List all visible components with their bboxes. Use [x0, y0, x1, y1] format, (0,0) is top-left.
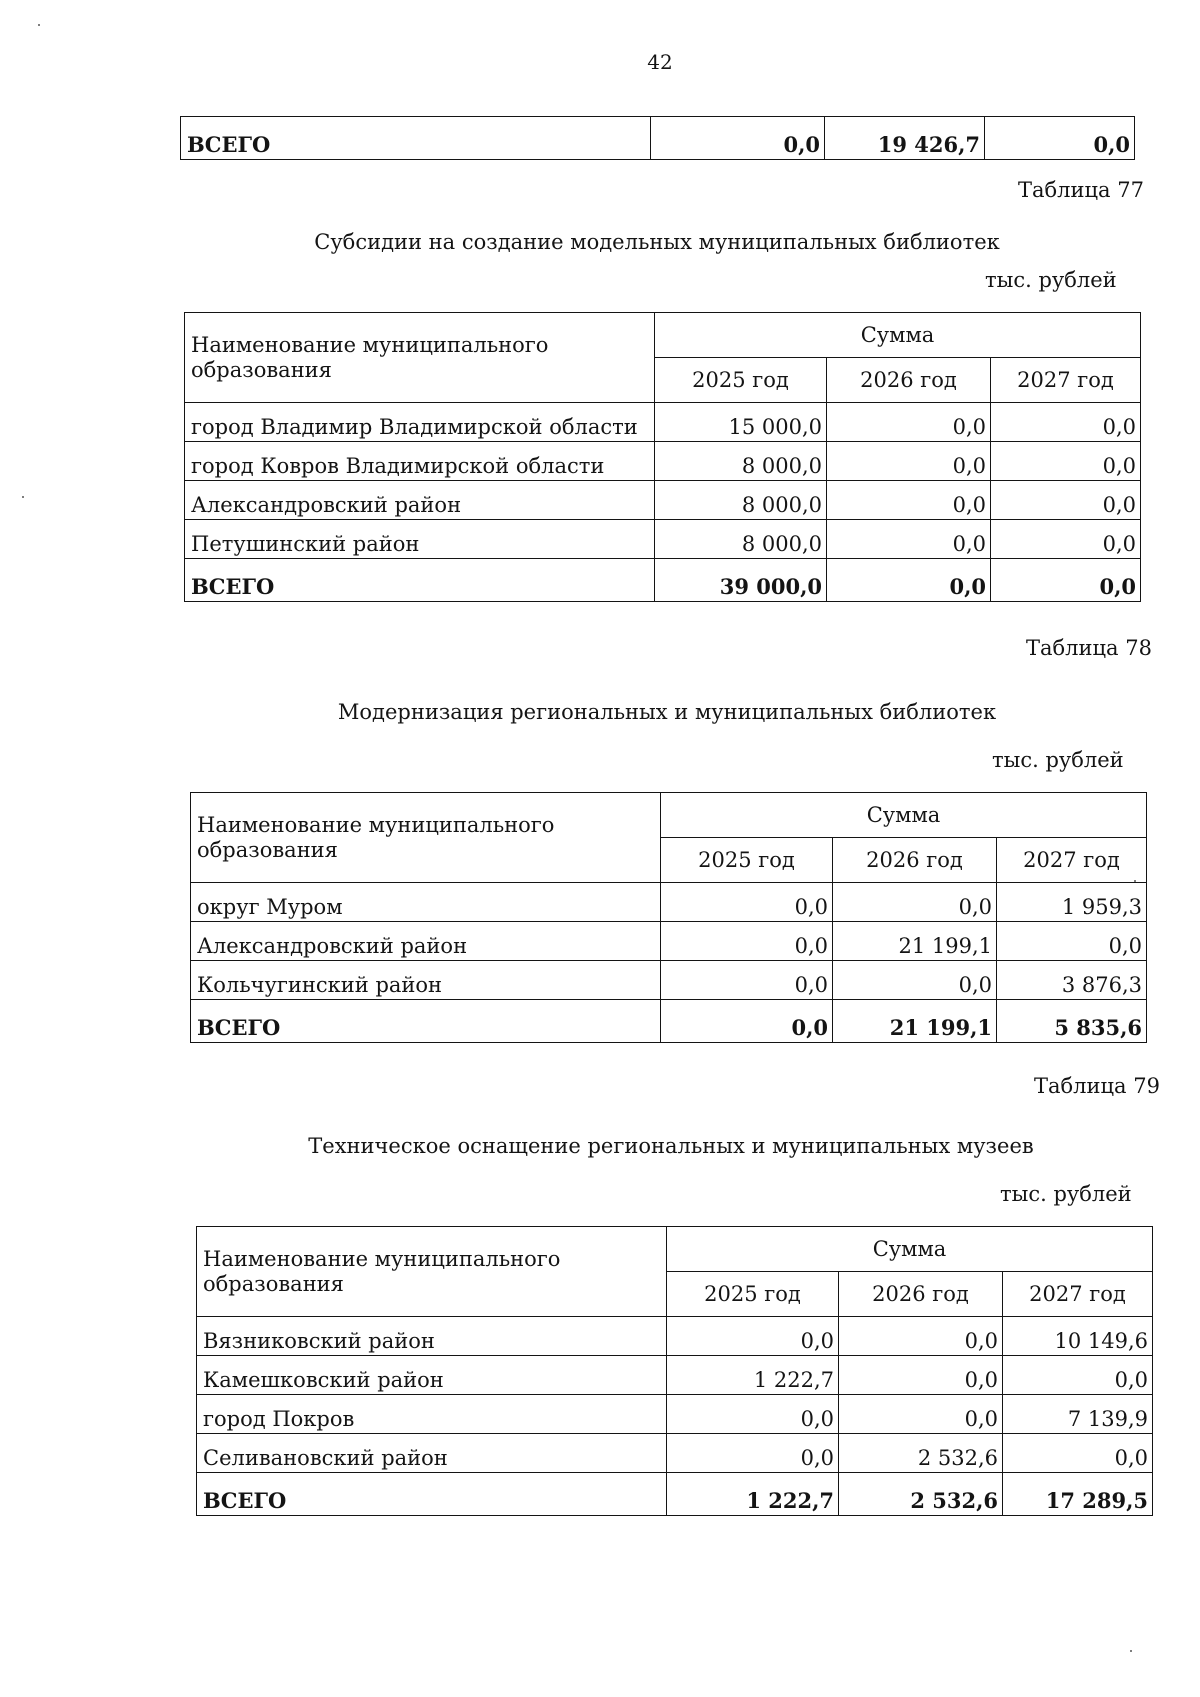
table-row	[197, 1434, 1153, 1473]
row-2025: 15 000,0	[655, 403, 827, 442]
row-name: Александровский район	[191, 922, 661, 961]
table-79	[196, 1226, 1153, 1516]
row-2025: 8 000,0	[655, 442, 827, 481]
table-row	[185, 403, 1141, 442]
row-2027: 7 139,9	[1003, 1395, 1153, 1434]
row-name: Кольчугинский район	[191, 961, 661, 1000]
row-2027: 3 876,3	[997, 961, 1147, 1000]
row-2026: 0,0	[827, 403, 991, 442]
row-2025: 0,0	[667, 1317, 839, 1356]
row-name: город Ковров Владимирской области	[185, 442, 655, 481]
total-label: ВСЕГО	[197, 1473, 667, 1516]
row-name: Александровский район	[185, 481, 655, 520]
header-year-2027: 2027 год	[991, 358, 1141, 403]
table-79-number: Таблица 79	[1034, 1074, 1160, 1098]
header-sum: Сумма	[655, 313, 1141, 358]
header-year-2026: 2026 год	[839, 1272, 1003, 1317]
row-2027: 0,0	[1003, 1356, 1153, 1395]
total-2027: 17 289,5	[1003, 1473, 1153, 1516]
scan-speck	[1130, 1650, 1132, 1652]
total-2027: 5 835,6	[997, 1000, 1147, 1043]
row-2025: 0,0	[667, 1395, 839, 1434]
scan-speck	[38, 24, 40, 26]
total-2026: 21 199,1	[833, 1000, 997, 1043]
row-2027: 0,0	[991, 520, 1141, 559]
table-79-title: Техническое оснащение региональных и муниципальных музеев	[308, 1134, 1034, 1158]
row-2025: 0,0	[667, 1434, 839, 1473]
row-name: Камешковский район	[197, 1356, 667, 1395]
page-number: 42	[647, 50, 673, 74]
table-77	[184, 312, 1141, 602]
table-row	[197, 1356, 1153, 1395]
table-78-number: Таблица 78	[1026, 636, 1152, 660]
table-row	[191, 922, 1147, 961]
row-2027: 0,0	[991, 481, 1141, 520]
header-year-2026: 2026 год	[827, 358, 991, 403]
row-2027: 0,0	[997, 922, 1147, 961]
total-2027: 0,0	[991, 559, 1141, 602]
table-total-row	[181, 117, 1135, 160]
header-name: Наименование муниципального образования	[197, 1227, 667, 1317]
scan-speck	[1134, 880, 1136, 882]
table-77-title: Субсидии на создание модельных муниципальных библиотек	[314, 230, 1000, 254]
row-2027: 0,0	[1003, 1434, 1153, 1473]
header-year-2025: 2025 год	[661, 838, 833, 883]
row-2026: 0,0	[839, 1395, 1003, 1434]
table-78	[190, 792, 1147, 1043]
row-2027: 0,0	[991, 403, 1141, 442]
total-2027: 0,0	[985, 117, 1135, 160]
row-2026: 0,0	[827, 481, 991, 520]
total-label: ВСЕГО	[191, 1000, 661, 1043]
table-row	[185, 442, 1141, 481]
row-name: Вязниковский район	[197, 1317, 667, 1356]
header-name: Наименование муниципального образования	[191, 793, 661, 883]
row-2025: 1 222,7	[667, 1356, 839, 1395]
total-2025: 0,0	[651, 117, 825, 160]
row-name: округ Муром	[191, 883, 661, 922]
row-2026: 0,0	[839, 1356, 1003, 1395]
row-2026: 21 199,1	[833, 922, 997, 961]
row-2026: 0,0	[833, 883, 997, 922]
row-2026: 0,0	[827, 520, 991, 559]
row-name: Селивановский район	[197, 1434, 667, 1473]
table-77-unit: тыс. рублей	[985, 268, 1117, 292]
total-label: ВСЕГО	[181, 117, 651, 160]
header-name: Наименование муниципального образования	[185, 313, 655, 403]
table-total-row	[191, 1000, 1147, 1043]
row-2026: 0,0	[839, 1317, 1003, 1356]
row-2025: 8 000,0	[655, 481, 827, 520]
table-79-unit: тыс. рублей	[1000, 1182, 1132, 1206]
total-2026: 0,0	[827, 559, 991, 602]
table-78-unit: тыс. рублей	[992, 748, 1124, 772]
scan-speck	[22, 496, 24, 498]
header-year-2025: 2025 год	[667, 1272, 839, 1317]
header-sum: Сумма	[661, 793, 1147, 838]
table-77-number: Таблица 77	[1018, 178, 1144, 202]
table-row	[185, 520, 1141, 559]
table-row	[197, 1317, 1153, 1356]
row-2027: 10 149,6	[1003, 1317, 1153, 1356]
table-78-title: Модернизация региональных и муниципальных библиотек	[337, 700, 997, 724]
total-2025: 39 000,0	[655, 559, 827, 602]
row-2025: 0,0	[661, 961, 833, 1000]
row-2025: 0,0	[661, 883, 833, 922]
row-name: город Покров	[197, 1395, 667, 1434]
table-row	[191, 961, 1147, 1000]
table-total-row	[197, 1473, 1153, 1516]
row-name: Петушинский район	[185, 520, 655, 559]
total-2025: 0,0	[661, 1000, 833, 1043]
total-2026: 19 426,7	[825, 117, 985, 160]
header-year-2027: 2027 год	[997, 838, 1147, 883]
row-2026: 2 532,6	[839, 1434, 1003, 1473]
header-year-2027: 2027 год	[1003, 1272, 1153, 1317]
row-2025: 0,0	[661, 922, 833, 961]
row-2025: 8 000,0	[655, 520, 827, 559]
total-label: ВСЕГО	[185, 559, 655, 602]
header-sum: Сумма	[667, 1227, 1153, 1272]
table-total-row	[185, 559, 1141, 602]
table-row	[185, 481, 1141, 520]
row-2026: 0,0	[827, 442, 991, 481]
row-2027: 0,0	[991, 442, 1141, 481]
carryover-total-table	[180, 116, 1135, 160]
table-row	[197, 1395, 1153, 1434]
header-year-2025: 2025 год	[655, 358, 827, 403]
table-row	[191, 883, 1147, 922]
row-2027: 1 959,3	[997, 883, 1147, 922]
row-name: город Владимир Владимирской области	[185, 403, 655, 442]
total-2026: 2 532,6	[839, 1473, 1003, 1516]
header-year-2026: 2026 год	[833, 838, 997, 883]
total-2025: 1 222,7	[667, 1473, 839, 1516]
row-2026: 0,0	[833, 961, 997, 1000]
